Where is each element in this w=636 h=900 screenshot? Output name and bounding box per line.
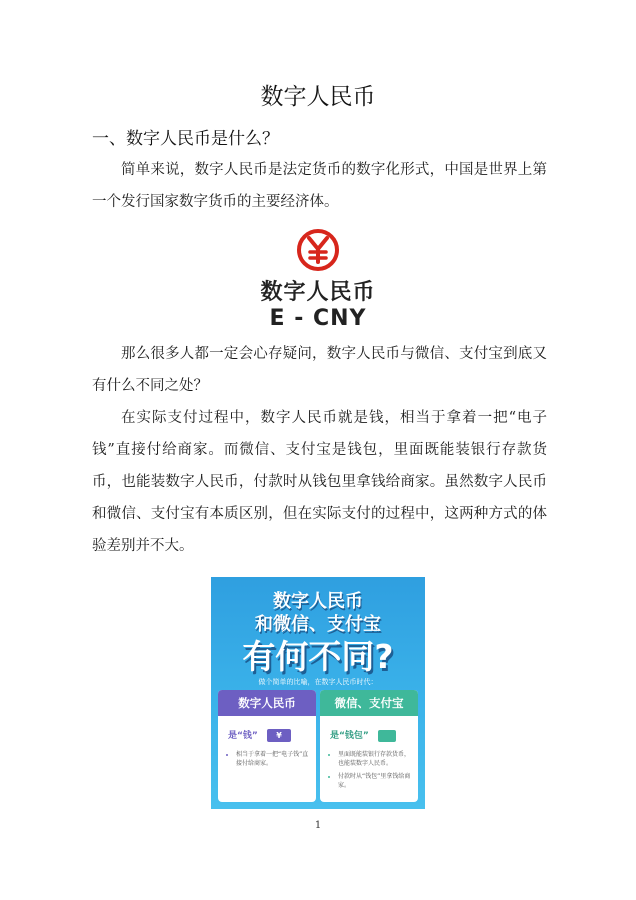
wallet-card-kind — [330, 728, 418, 742]
wallet-icon — [378, 730, 396, 742]
yuan-logo-icon — [296, 228, 340, 272]
list-item: • 里面既能装银行存款货币，也能装数字人民币。 — [338, 750, 412, 768]
list-item: • 付款时从“钱包”里拿钱给商家。 — [338, 772, 412, 790]
section-heading: 一、数字人民币是什么？ — [92, 129, 279, 149]
ecny-card-bullets — [218, 750, 316, 768]
ecny-logo — [0, 228, 636, 331]
document-title: 数字人民币 — [260, 84, 376, 110]
paragraph-1: 简单来说，数字人民币是法定货币的数字化形式，中国是世界上第一个发行国家数字货币的主要经济体。 — [92, 162, 547, 210]
page-number: 1 — [314, 820, 322, 831]
ecny-card-kind — [228, 728, 316, 742]
poster-line-1: 数字人民币 — [273, 591, 363, 612]
poster-line-3: 有何不同? — [242, 637, 394, 676]
logo-name-en: E - CNY — [269, 306, 367, 331]
poster-line-2: 和微信、支付宝 — [255, 614, 381, 635]
list-item: • 相当于拿着一把“电子钱”直接付给商家。 — [236, 750, 310, 768]
ecny-card-kind-label: 是“钱” — [228, 731, 258, 741]
wallet-card-header: 微信、支付宝 — [320, 690, 418, 716]
poster-subtitle: 做个简单的比喻，在数字人民币时代： — [258, 678, 378, 686]
ecny-card-header: 数字人民币 — [218, 690, 316, 716]
wallet-card — [320, 690, 418, 802]
ecny-card — [218, 690, 316, 802]
paragraph-3: 在实际支付过程中，数字人民币就是钱，相当于拿着一把“电子钱”直接付给商家。而微信、支付宝是钱包，里面既能装银行存款货币，也能装数字人民币，付款时从钱包里拿钱给商家。虽然数字人民币和微信、支付宝有本质区别，但在实际支付的过程中，这两种方式的体验差别并不大。 — [92, 410, 547, 554]
logo-name-cn: 数字人民币 — [260, 280, 376, 305]
wallet-card-bullets — [320, 750, 418, 790]
comparison-poster — [211, 577, 425, 809]
paragraph-2: 那么很多人都一定会心存疑问，数字人民币与微信、支付宝到底又有什么不同之处？ — [92, 346, 547, 394]
banknote-icon: ¥ — [267, 729, 291, 742]
wallet-card-kind-label: 是“钱包” — [330, 731, 369, 741]
